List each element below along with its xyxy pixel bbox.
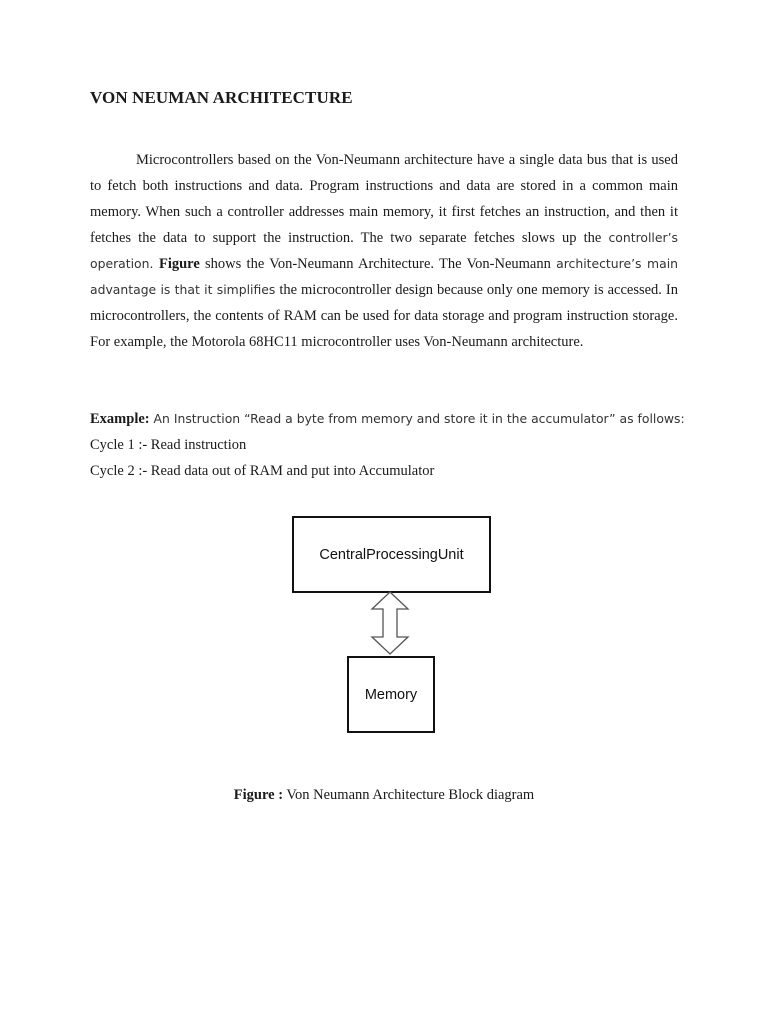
- cycle-1-line: Cycle 1 :- Read instruction: [90, 437, 247, 453]
- bus-arrow-shape: [372, 592, 408, 654]
- caption-text: Von Neumann Architecture Block diagram: [283, 787, 535, 803]
- body-paragraph: [90, 147, 678, 355]
- paragraph-text-5: the microcontroller design because only one memory is accessed. In microcontrollers, the contents of RAM can be used for data storage and program instruction storage. For example, the Motorola 68HC11 microcontroller uses Von-Neumann architecture.: [90, 282, 678, 350]
- memory-block: [347, 656, 435, 733]
- paragraph-text-1: Microcontrollers based on the Von-Neumann architecture have a single data bus that is used to fetch both instructions and data. Program instructions and data are stored in a common main memory. When such a controller addresses main memory, it first fetches an instruction, and then it fetches the data to support the instruction. The two separate fetches slows up the: [90, 152, 678, 246]
- paragraph-text-3: shows the Von-Neumann Architecture. The Von-Neumann: [199, 256, 557, 272]
- document-heading: VON NEUMAN ARCHITECTURE: [90, 88, 353, 107]
- cpu-label: CentralProcessingUnit: [319, 546, 464, 563]
- paragraph-text-4: architecture’s main advantage is that it simplifies: [90, 256, 678, 297]
- example-text: An Instruction “Read a byte from memory and store it in the accumulator” as follows:: [149, 411, 685, 426]
- figure-reference: Figure: [158, 256, 200, 272]
- example-line: [90, 406, 685, 432]
- paragraph-text-2: controller’s operation.: [90, 230, 678, 271]
- example-label: Example:: [90, 411, 150, 427]
- cycle-2-line: Cycle 2 :- Read data out of RAM and put into Accumulator: [90, 463, 435, 479]
- cpu-block: [292, 516, 491, 593]
- caption-label: Figure :: [233, 787, 284, 803]
- figure-caption: [0, 782, 768, 808]
- memory-label: Memory: [364, 686, 418, 703]
- bidirectional-arrow: [370, 591, 410, 655]
